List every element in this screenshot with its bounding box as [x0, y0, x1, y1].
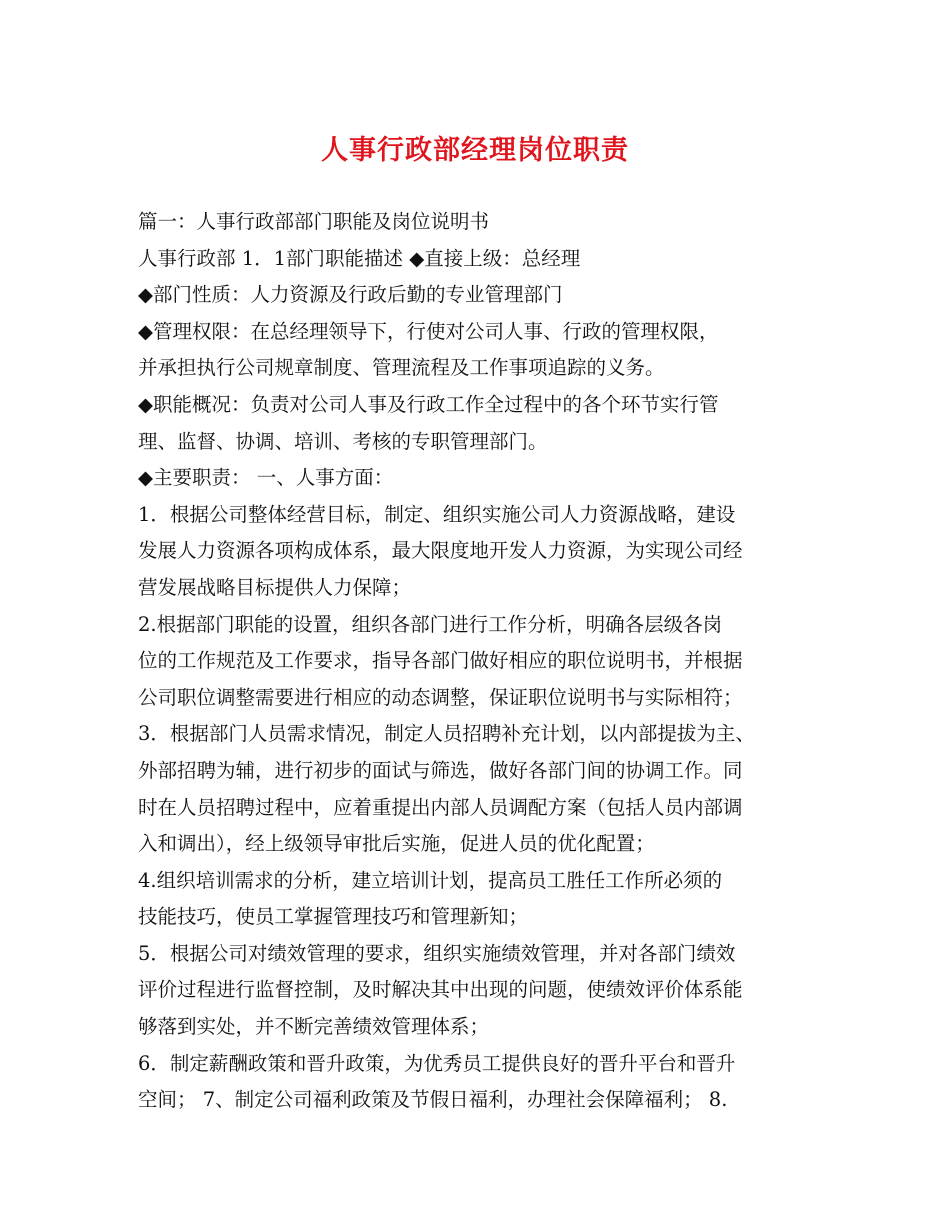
body-text-line: 够落到实处，并不断完善绩效管理体系；	[138, 1015, 490, 1039]
body-text-line: 位的工作规范及工作要求，指导各部门做好相应的职位说明书，并根据	[138, 649, 743, 673]
body-text-line: 入和调出），经上级领导审批后实施，促进人员的优化配置；	[138, 832, 655, 856]
body-text-line: 4.组织培训需求的分析，建立培训计划，提高员工胜任工作所必须的	[138, 868, 723, 892]
body-text-line: 并承担执行公司规章制度、管理流程及工作事项追踪的义务。	[138, 356, 665, 380]
body-text-line: 评价过程进行监督控制，及时解决其中出现的问题，使绩效评价体系能	[138, 978, 743, 1002]
body-text-line: 外部招聘为辅，进行初步的面试与筛选，做好各部门间的协调工作。同	[138, 758, 743, 782]
body-text-line: ◆职能概况：负责对公司人事及行政工作全过程中的各个环节实行管	[138, 392, 719, 416]
document-title: 人事行政部经理岗位职责	[321, 135, 629, 166]
body-text-line: ◆部门性质：人力资源及行政后勤的专业管理部门	[138, 283, 563, 307]
body-text-line: 3．根据部门人员需求情况，制定人员招聘补充计划，以内部提拔为主、	[138, 722, 755, 746]
document-body	[138, 204, 828, 1119]
body-text-line: 时在人员招聘过程中，应着重提出内部人员调配方案（包括人员内部调	[138, 795, 743, 819]
body-text-line: 5．根据公司对绩效管理的要求，组织实施绩效管理，并对各部门绩效	[138, 941, 736, 965]
body-text-line: 发展人力资源各项构成体系，最大限度地开发人力资源，为实现公司经	[138, 539, 743, 563]
body-text-line: 人事行政部 1．1部门职能描述 ◆直接上级：总经理	[138, 246, 581, 270]
body-text-line: 空间； 7、制定公司福利政策及节假日福利，办理社会保障福利； 8.	[138, 1088, 728, 1112]
body-text-line: 2.根据部门职能的设置，组织各部门进行工作分析，明确各层级各岗	[138, 612, 723, 636]
body-text-line: 技能技巧，使员工掌握管理技巧和管理新知；	[138, 905, 529, 929]
body-text-line: ◆主要职责： 一、人事方面：	[138, 466, 394, 490]
body-text-line: 篇一：人事行政部部门职能及岗位说明书	[138, 210, 490, 233]
body-text-line: ◆管理权限：在总经理领导下，行使对公司人事、行政的管理权限，	[138, 319, 719, 343]
body-text-line: 营发展战略目标提供人力保障；	[138, 575, 412, 599]
body-text-line: 6．制定薪酬政策和晋升政策，为优秀员工提供良好的晋升平台和晋升	[138, 1051, 736, 1075]
body-text-line: 1．根据公司整体经营目标，制定、组织实施公司人力资源战略，建设	[138, 502, 736, 526]
body-text-line: 理、监督、协调、培训、考核的专职管理部门。	[138, 429, 548, 453]
body-text-line: 公司职位调整需要进行相应的动态调整，保证职位说明书与实际相符；	[138, 685, 743, 709]
